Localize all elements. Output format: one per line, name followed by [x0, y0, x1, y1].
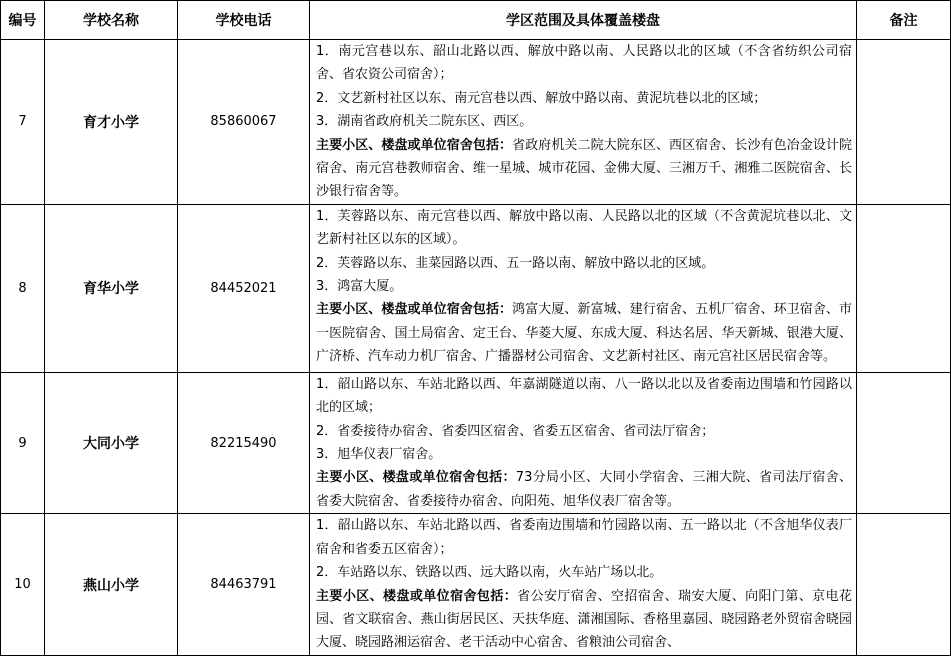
school-phone: 84463791 — [178, 514, 310, 655]
scope-buildings-lead: 主要小区、楼盘或单位宿舍包括： — [316, 588, 518, 604]
header-row — [1, 1, 951, 40]
scope-item: 2．车站路以东、铁路以西、远大路以南，火车站广场以北。 — [316, 565, 663, 581]
note-cell — [857, 40, 951, 205]
header-district-scope: 学区范围及具体覆盖楼盘 — [310, 1, 857, 40]
header-school-name: 学校名称 — [45, 1, 178, 40]
school-phone: 84452021 — [178, 204, 310, 372]
scope-item: 2．芙蓉路以东、韭菜园路以西、五一路以南、解放中路以北的区域。 — [316, 255, 715, 271]
scope-buildings-lead: 主要小区、楼盘或单位宿舍包括： — [316, 302, 513, 318]
header-note: 备注 — [857, 1, 951, 40]
scope-buildings — [316, 134, 852, 204]
scope-item: 3．鸿富大厦。 — [316, 279, 403, 295]
table-row — [1, 514, 951, 655]
header-num: 编号 — [1, 1, 45, 40]
district-scope — [310, 372, 857, 513]
district-scope — [310, 40, 857, 205]
row-num: 8 — [1, 204, 45, 372]
scope-buildings-detail: 鸿富大厦、新富城、建行宿舍、五机厂宿舍、环卫宿舍、市一医院宿舍、国土局宿舍、定王台、华菱大厦、东成大厦、科达名居、华天新城、银港大厦、广济桥、汽车动力机厂宿舍、广播器材公司宿舍、文艺新村社区、南元宫社区居民宿舍等。 — [316, 302, 852, 365]
scope-item: 3．湖南省政府机关二院东区、西区。 — [316, 114, 533, 130]
school-name: 育华小学 — [45, 204, 178, 372]
table-row — [1, 40, 951, 205]
scope-item: 2．文艺新村社区以东、南元宫巷以西、解放中路以南、黄泥坑巷以北的区域； — [316, 90, 767, 106]
note-cell — [857, 204, 951, 372]
scope-buildings — [316, 466, 852, 513]
scope-buildings — [316, 585, 852, 655]
scope-buildings-detail: 73分局小区、大同小学宿舍、三湘大院、省司法厅宿舍、省委大院宿舍、省委接待办宿舍、向阳苑、旭华仪表厂宿舍等。 — [316, 470, 852, 509]
scope-item: 1．韶山路以东、车站北路以西、年嘉湖隧道以南、八一路以北以及省委南边围墙和竹园路以北的区域； — [316, 376, 852, 416]
scope-item: 1．韶山路以东、车站北路以西、省委南边围墙和竹园路以南、五一路以北（不含旭华仪表厂宿舍和省委五区宿舍）； — [316, 518, 852, 557]
school-phone: 85860067 — [178, 40, 310, 205]
school-name: 燕山小学 — [45, 514, 178, 655]
row-num: 7 — [1, 40, 45, 205]
school-phone: 82215490 — [178, 372, 310, 513]
note-cell — [857, 372, 951, 513]
school-name: 大同小学 — [45, 372, 178, 513]
table-row — [1, 372, 951, 513]
scope-item: 2．省委接待办宿舍、省委四区宿舍、省委五区宿舍、省司法厅宿舍； — [316, 423, 715, 439]
scope-buildings-lead: 主要小区、楼盘或单位宿舍包括： — [316, 470, 516, 486]
row-num: 9 — [1, 372, 45, 513]
scope-buildings — [316, 298, 852, 368]
row-num: 10 — [1, 514, 45, 655]
scope-buildings-detail: 省政府机关二院大院东区、西区宿舍、长沙有色冶金设计院宿舍、南元宫巷教师宿舍、维一星城、城市花园、金佛大厦、三湘万千、湘雅二医院宿舍、长沙银行宿舍等。 — [316, 137, 852, 200]
note-cell — [857, 514, 951, 655]
district-scope — [310, 204, 857, 372]
header-school-phone: 学校电话 — [178, 1, 310, 40]
table-row — [1, 204, 951, 372]
scope-buildings-lead: 主要小区、楼盘或单位宿舍包括： — [316, 137, 513, 153]
scope-buildings-detail: 省公安厅宿舍、空招宿舍、瑞安大厦、向阳门第、京电花园、省文联宿舍、燕山街居民区、天扶华庭、潇湘国际、香格里嘉园、晓园路老外贸宿舍晓园大厦、晓园路湘运宿舍、老干活动中心宿舍、省粮油公司宿舍、 — [316, 588, 852, 651]
school-name: 育才小学 — [45, 40, 178, 205]
scope-item: 1．南元宫巷以东、韶山北路以西、解放中路以南、人民路以北的区域（不含省纺织公司宿舍、省农资公司宿舍）； — [316, 44, 852, 83]
scope-item: 3．旭华仪表厂宿舍。 — [316, 447, 442, 463]
scope-item: 1．芙蓉路以东、南元宫巷以西、解放中路以南、人民路以北的区域（不含黄泥坑巷以北、文艺新村社区以东的区域）。 — [316, 208, 852, 248]
district-scope — [310, 514, 857, 655]
